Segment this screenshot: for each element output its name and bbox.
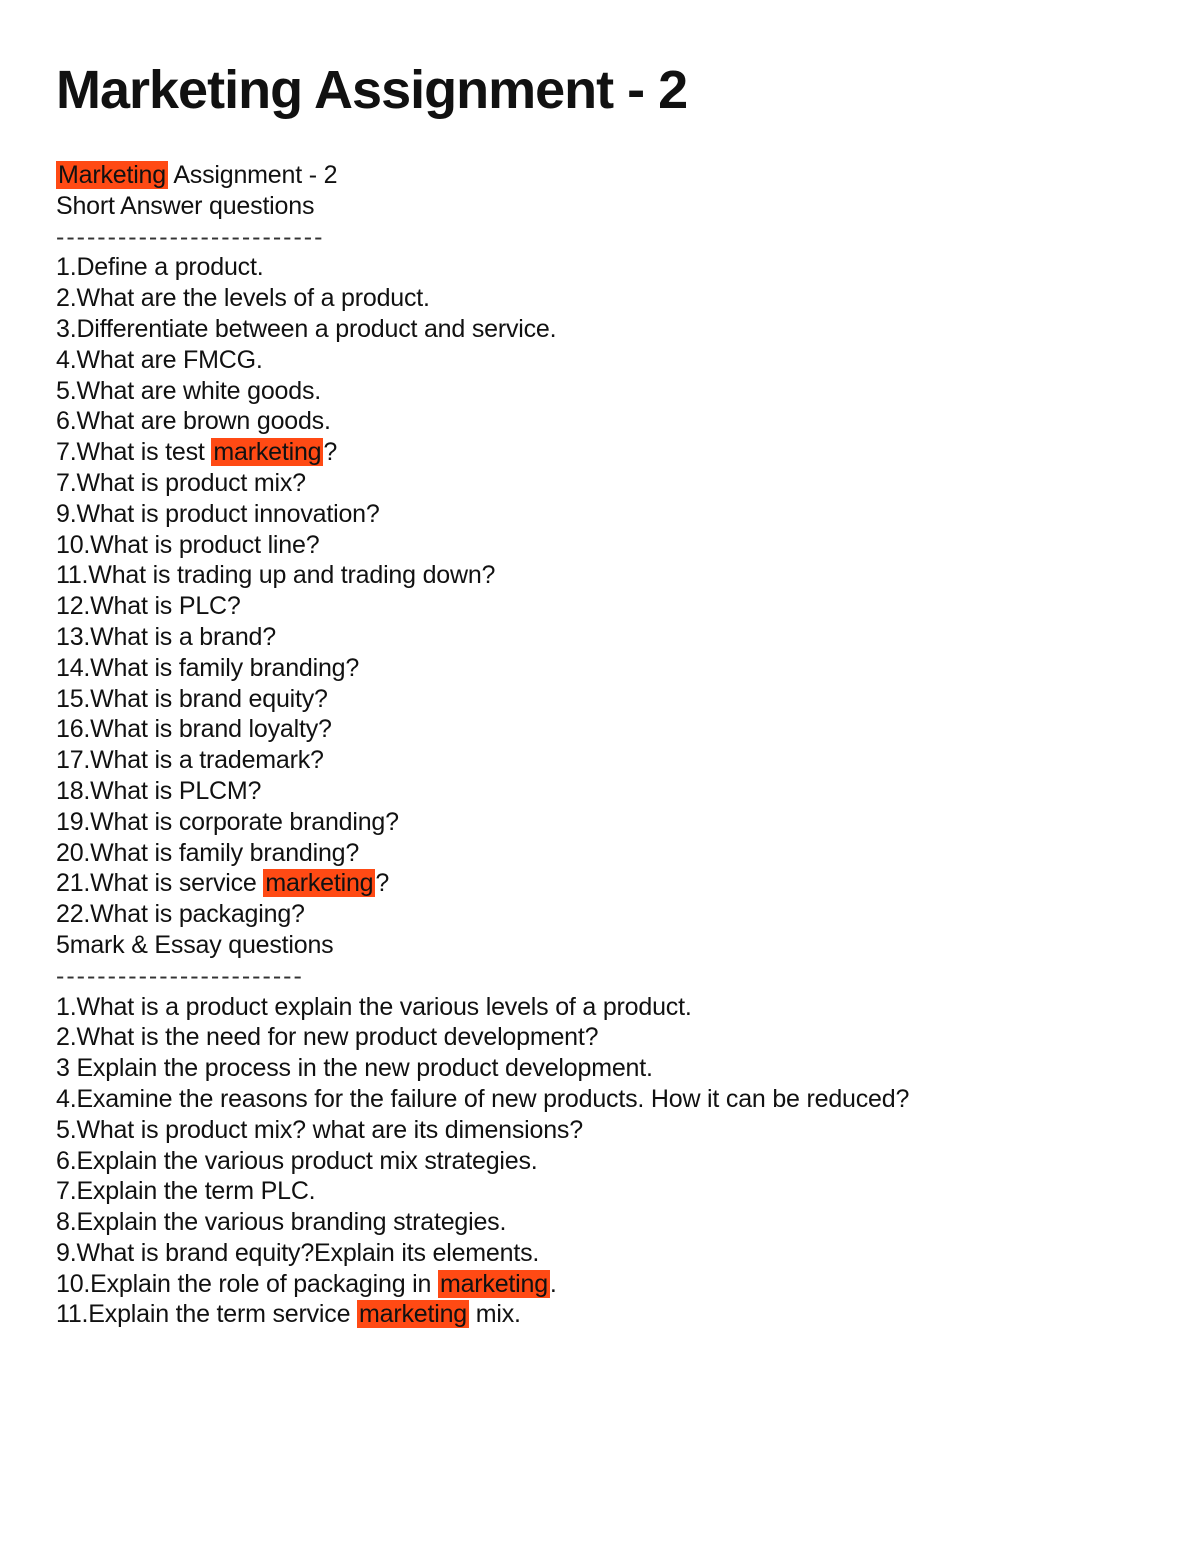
line-text: ------------------------ [56, 961, 304, 990]
document-title: Marketing Assignment - 2 [56, 60, 688, 120]
line-text: 2.What are the levels of a product. [56, 284, 430, 313]
text-line [56, 376, 1156, 407]
text-line [56, 530, 1156, 561]
text-line [56, 1238, 1156, 1269]
document-body [56, 160, 1156, 1330]
line-text: 22.What is packaging? [56, 900, 305, 929]
line-text: Short Answer questions [56, 191, 315, 220]
line-text: 12.What is PLC? [56, 592, 241, 621]
line-text: 4.Examine the reasons for the failure of new products. How it can be reduced? [56, 1084, 910, 1113]
text-line [56, 868, 1156, 899]
text-line [56, 1299, 1156, 1330]
line-text: 18.What is PLCM? [56, 776, 262, 805]
text-line [56, 191, 1156, 222]
document-page [56, 58, 1156, 1330]
line-text: 13.What is a brand? [56, 622, 276, 651]
text-line [56, 838, 1156, 869]
text-line [56, 437, 1156, 468]
line-text: 7.Explain the term PLC. [56, 1177, 316, 1206]
text-line [56, 684, 1156, 715]
text-line [56, 930, 1156, 961]
highlighted-term: Marketing [58, 161, 166, 189]
line-text: 14.What is family branding? [56, 653, 360, 682]
line-text: 15.What is brand equity? [56, 684, 328, 713]
text-line [56, 591, 1156, 622]
text-line [56, 1053, 1156, 1084]
line-text: 20.What is family branding? [56, 838, 360, 867]
line-text: 4.What are FMCG. [56, 345, 263, 374]
line-text: 5.What is product mix? what are its dimensions? [56, 1115, 583, 1144]
highlighted-term: marketing [439, 1269, 548, 1298]
highlighted-term: marketing [265, 869, 374, 898]
text-line [56, 160, 1156, 191]
text-line [56, 406, 1156, 437]
text-line [56, 622, 1156, 653]
text-line [56, 499, 1156, 530]
line-text: 16.What is brand loyalty? [56, 715, 332, 744]
line-text: 1.What is a product explain the various levels of a product. [56, 992, 692, 1021]
line-text: 10.Explain the role of packaging in [56, 1269, 438, 1298]
text-line [56, 283, 1156, 314]
line-text: Assignment - 2 [167, 161, 338, 189]
text-line [56, 252, 1156, 283]
text-line [56, 1269, 1156, 1300]
text-line [56, 1115, 1156, 1146]
line-text: 7.What is test [56, 438, 212, 467]
section-divider [56, 961, 1156, 992]
line-text: 5.What are white goods. [56, 376, 321, 405]
line-text: 1.Define a product. [56, 253, 264, 282]
text-line [56, 1207, 1156, 1238]
text-line [56, 314, 1156, 345]
line-text: 21.What is service [56, 869, 264, 898]
line-text: 3 Explain the process in the new product development. [56, 1054, 653, 1083]
text-line [56, 653, 1156, 684]
line-text: mix. [469, 1300, 521, 1329]
line-text: 3.Differentiate between a product and service. [56, 314, 557, 343]
line-text: 11.What is trading up and trading down? [56, 561, 496, 590]
line-text: 11.Explain the term service [56, 1300, 358, 1329]
line-text: -------------------------- [56, 222, 325, 251]
line-text: 8.Explain the various branding strategies. [56, 1208, 507, 1237]
text-line [56, 560, 1156, 591]
line-text: 7.What is product mix? [56, 468, 306, 497]
highlighted-term: marketing [213, 438, 322, 467]
line-text: ? [375, 869, 390, 898]
highlighted-term: marketing [359, 1300, 467, 1329]
line-text: 6.What are brown goods. [56, 407, 331, 436]
text-line [56, 1176, 1156, 1207]
text-line [56, 345, 1156, 376]
text-line [56, 899, 1156, 930]
line-text: 9.What is brand equity?Explain its elements. [56, 1238, 540, 1267]
line-text: . [549, 1269, 557, 1298]
text-line [56, 1146, 1156, 1177]
text-line [56, 1084, 1156, 1115]
text-line [56, 468, 1156, 499]
line-text: ? [323, 438, 338, 467]
text-line [56, 807, 1156, 838]
text-line [56, 1022, 1156, 1053]
line-text: 17.What is a trademark? [56, 746, 324, 775]
line-text: 2.What is the need for new product development? [56, 1023, 599, 1052]
line-text: 10.What is product line? [56, 530, 320, 559]
line-text: 5mark & Essay questions [56, 930, 334, 959]
line-text: 6.Explain the various product mix strategies. [56, 1146, 538, 1175]
text-line [56, 776, 1156, 807]
text-line [56, 992, 1156, 1023]
text-line [56, 714, 1156, 745]
text-line [56, 745, 1156, 776]
section-divider [56, 222, 1156, 253]
line-text: 19.What is corporate branding? [56, 807, 399, 836]
line-text: 9.What is product innovation? [56, 499, 380, 528]
